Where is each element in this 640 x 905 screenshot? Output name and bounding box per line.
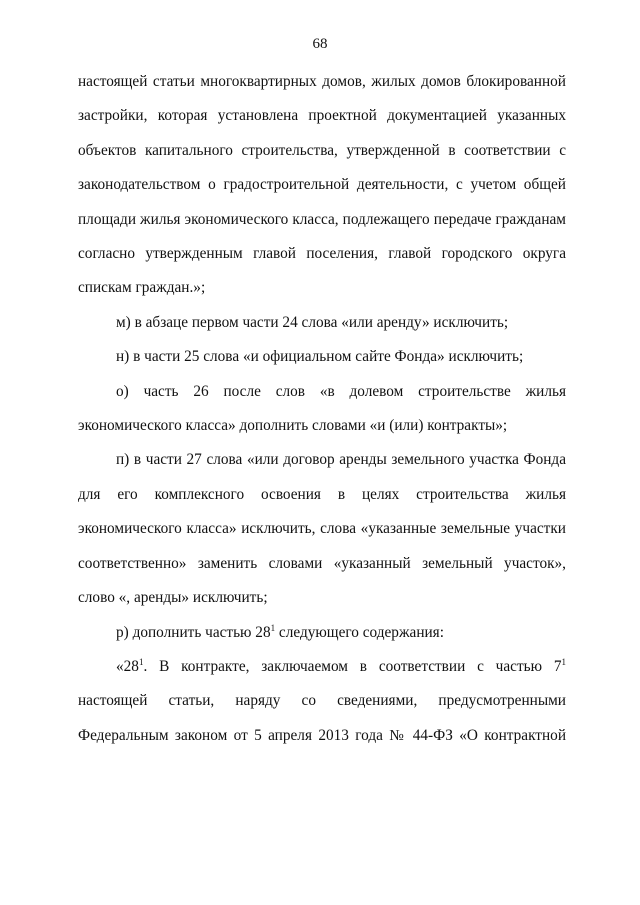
- paragraph-item-m: м) в абзаце первом части 24 слова «или аренду» исключить;: [116, 313, 509, 331]
- part-28-text-middle: . В контракте, заключаемом в соответствии с частью 7: [143, 657, 562, 675]
- item-r-text-after: следующего содержания:: [275, 623, 444, 641]
- part-28-superscript: 1: [138, 656, 144, 667]
- part-28-text-before: «28: [116, 657, 139, 675]
- part-28-text-after: настоящей статьи, наряду со сведениями, предусмотренными Федеральным законом от 5 апреля 2013 года № 44-ФЗ «О контрактной: [78, 692, 566, 744]
- paragraph-item-o: о) часть 26 после слов «в долевом строительстве жилья экономического класса» дополнить словами «и (или) контракты»;: [78, 382, 566, 435]
- document-body: [78, 65, 566, 753]
- part-7-superscript: 1: [561, 656, 566, 667]
- paragraph-item-n: н) в части 25 слова «и официальном сайте Фонда» исключить;: [116, 348, 524, 366]
- page-number: 68: [312, 36, 328, 52]
- paragraph-part-28-1: [78, 650, 566, 753]
- paragraph-item-p: п) в части 27 слова «или договор аренды земельного участка Фонда для его комплексного освоения в целях строительства жилья экономического класса» исключить, слова «указанные земельные участки соответственно» заменить словами «указанный земельный участок», слово «, аренды» исключить;: [78, 451, 566, 607]
- paragraph-item-r: [78, 616, 566, 650]
- item-r-superscript: 1: [270, 622, 276, 633]
- item-r-text-before: р) дополнить частью 28: [116, 623, 271, 641]
- paragraph-continuation: настоящей статьи многоквартирных домов, жилых домов блокированной застройки, которая установлена проектной документацией указанных объектов капитального строительства, утвержденной в соответствии с законодательством о градостроительной деятельности, с учетом общей площади жилья экономического класса, подлежащего передаче гражданам согласно утвержденным главой поселения, главой городского округа спискам граждан.»;: [78, 73, 566, 297]
